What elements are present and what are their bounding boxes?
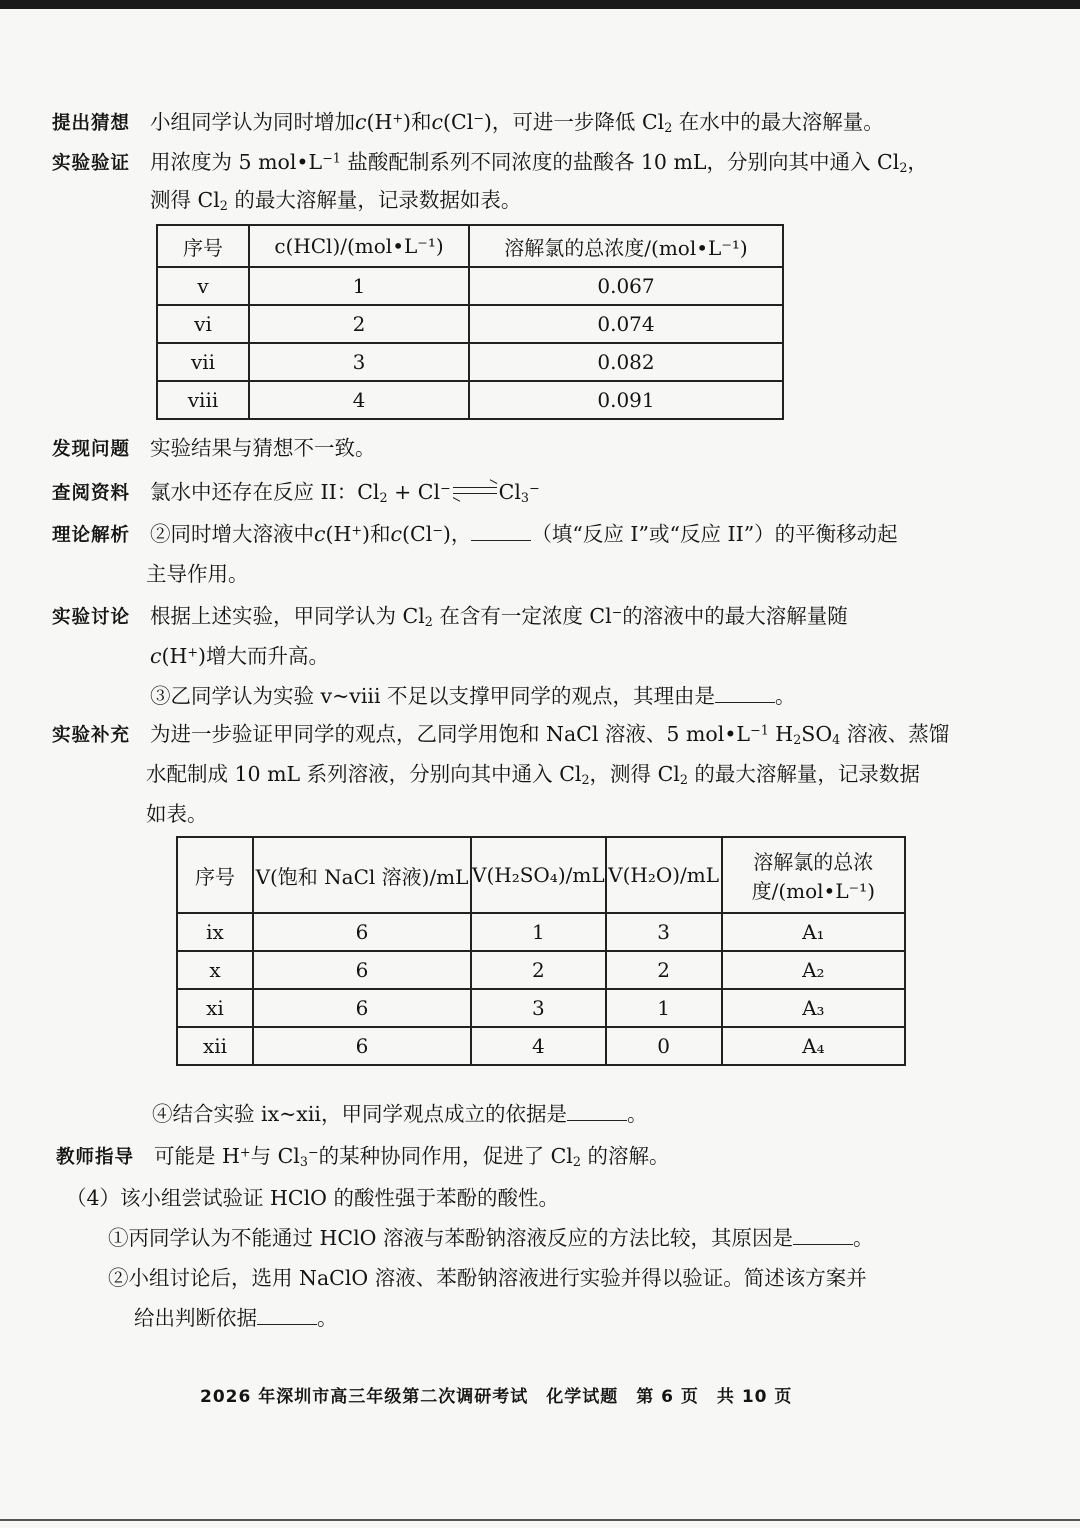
table-hcl-solubility [156, 224, 784, 420]
table-row: xii 6 4 0 A₄ [177, 1027, 905, 1065]
top-scan-edge [0, 0, 1080, 9]
part4-title: （4）该小组尝试验证 HClO 的酸性强于苯酚的酸性。 [66, 1186, 559, 1210]
table2-header-h2o: V(H₂O)/mL [606, 837, 722, 913]
table-row: ix 6 1 3 A₁ [177, 913, 905, 951]
discussion-line-2: c(H+)增大而升高。 [150, 644, 330, 668]
table-row: v 1 0.067 [157, 267, 783, 305]
discussion-line-1: 实验讨论 根据上述实验，甲同学认为 $Cl_2$ 在含有一定浓度 Cl−的溶液中的最大溶解量随 [52, 602, 848, 632]
q4-combine-line: ④结合实验 ix~xii，甲同学观点成立的依据是 。 [152, 1102, 648, 1126]
theory-label: 理论解析 [52, 525, 131, 546]
answer-blank[interactable] [257, 1306, 317, 1325]
theory-line-2: 主导作用。 [146, 562, 249, 586]
problem-line: 发现问题 实验结果与猜想不一致。 [52, 434, 376, 464]
supplement-line-2: 水配制成 10 mL 系列溶液，分别向其中通入 $Cl_2$，测得 $Cl_2$ 的最大溶解量，记录数据 [146, 762, 920, 788]
table-row: xi 6 3 1 A₃ [177, 989, 905, 1027]
table2-header-h2so4: V(H₂SO₄)/mL [471, 837, 606, 913]
teacher-label: 教师指导 [56, 1147, 135, 1168]
table1-header-hcl: c(HCl)/(mol•L⁻¹) [249, 225, 469, 267]
verify-label: 实验验证 [52, 153, 131, 174]
equilibrium-arrows-icon [453, 484, 497, 498]
theory-line-1: 理论解析 ②同时增大溶液中c(H+)和c(Cl−)， （填“反应 I”或“反应 II”）的平衡移动起 [52, 520, 898, 550]
answer-blank[interactable] [567, 1102, 627, 1121]
part4-q1: ①丙同学认为不能通过 HClO 溶液与苯酚钠溶液反应的方法比较，其原因是 。 [108, 1226, 874, 1250]
supplement-label: 实验补充 [52, 725, 131, 746]
table2-header-nacl: V(饱和 NaCl 溶液)/mL [253, 837, 471, 913]
discussion-line-3: ③乙同学认为实验 v~viii 不足以支撑甲同学的观点，其理由是 。 [150, 684, 796, 708]
table2-header-concentration: 溶解氯的总浓度/(mol•L⁻¹) [722, 837, 905, 913]
supplement-line-3: 如表。 [146, 802, 208, 826]
table-row: vi 2 0.074 [157, 305, 783, 343]
supplement-line-1: 实验补充 为进一步验证甲同学的观点，乙同学用饱和 NaCl 溶液、5 $mol•L^{-1}$ $H_2SO_4$ 溶液、蒸馏 [52, 720, 949, 750]
table1-header-concentration: 溶解氯的总浓度/(mol•L⁻¹) [469, 225, 783, 267]
teacher-line: 教师指导 可能是 H+与 $Cl_3^-$的某种协同作用，促进了 $Cl_2$ 的溶解。 [56, 1142, 669, 1172]
hypothesis-line: 提出猜想 小组同学认为同时增加c(H+)和c(Cl−)，可进一步降低 $Cl_2$ 在水中的最大溶解量。 [52, 108, 884, 138]
bottom-scan-edge [0, 1519, 1080, 1521]
part4-q2: ②小组讨论后，选用 NaClO 溶液、苯酚钠溶液进行实验并得以验证。简述该方案并 [108, 1266, 867, 1290]
table-row: vii 3 0.082 [157, 343, 783, 381]
table1-header-index: 序号 [157, 225, 249, 267]
table-row: x 6 2 2 A₂ [177, 951, 905, 989]
problem-label: 发现问题 [52, 439, 131, 460]
reference-label: 查阅资料 [52, 483, 131, 504]
part4-q2-cont: 给出判断依据 。 [134, 1306, 338, 1330]
answer-blank[interactable] [793, 1226, 853, 1245]
page-footer: 2026 年深圳市高三年级第二次调研考试 化学试题 第 6 页 共 10 页 [200, 1387, 793, 1407]
discussion-label: 实验讨论 [52, 607, 131, 628]
verify-line-1: 实验验证 用浓度为 5 $mol•L^{-1}$ 盐酸配制系列不同浓度的盐酸各 10 mL，分别向其中通入 $Cl_2$， [52, 148, 928, 178]
hypothesis-label: 提出猜想 [52, 113, 131, 134]
table-row: viii 4 0.091 [157, 381, 783, 419]
reference-line: 查阅资料 氯水中还存在反应 II：$Cl_2 + Cl^-$ $Cl_3^-$ [52, 478, 540, 508]
table-mixed-solutions [176, 836, 906, 1066]
verify-line-2: 测得 $Cl_2$ 的最大溶解量，记录数据如表。 [150, 188, 522, 214]
answer-blank[interactable] [471, 522, 531, 541]
table2-header-index: 序号 [177, 837, 253, 913]
answer-blank[interactable] [715, 684, 775, 703]
